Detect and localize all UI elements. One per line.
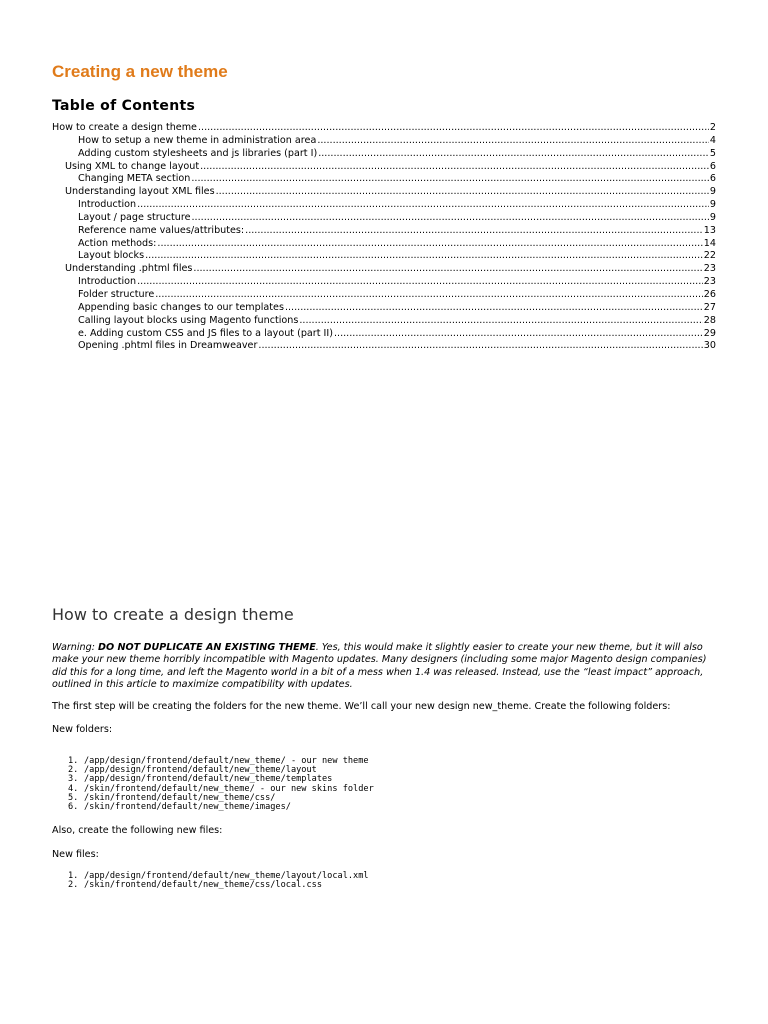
toc-entry-label[interactable]: Using XML to change layout (65, 160, 200, 172)
toc-entry[interactable] (52, 135, 716, 148)
toc-entry[interactable] (52, 340, 716, 353)
file-path: /app/design/frontend/default/new_theme/templates (84, 774, 333, 785)
new-folders-label: New folders: (52, 724, 113, 735)
toc-entry[interactable] (52, 148, 716, 161)
toc-dot-leader (137, 276, 703, 289)
toc-dot-leader (317, 135, 709, 148)
toc-entry-label[interactable]: Action methods: (78, 237, 157, 249)
toc-entry-label[interactable]: Introduction (78, 199, 137, 211)
code-list-item (52, 881, 716, 890)
toc-entry-label[interactable]: Opening .phtml files in Dreamweaver (78, 340, 258, 352)
toc-entry-page[interactable]: 13 (703, 224, 716, 236)
toc-dot-leader (334, 328, 703, 341)
code-list-item (52, 803, 716, 812)
toc-entry[interactable] (52, 186, 716, 199)
list-number: 1. (68, 756, 79, 766)
file-path: /app/design/frontend/default/new_theme/layout/local.xml (84, 871, 369, 881)
toc-dot-leader (200, 161, 709, 174)
toc-entry-label[interactable]: Layout / page structure (78, 211, 191, 223)
toc-entry-label[interactable]: Calling layout blocks using Magento functions (78, 314, 299, 326)
toc-dot-leader (155, 289, 703, 302)
toc-dot-leader (245, 225, 703, 238)
file-path: /app/design/frontend/default/new_theme/layout (84, 765, 317, 776)
intro-paragraph: The first step will be creating the folders for the new theme. We’ll call your new design new_theme. Create the following folders: (52, 701, 671, 712)
toc-dot-leader (258, 340, 702, 353)
toc-entry-page[interactable]: 29 (703, 327, 716, 339)
toc-dot-leader (137, 199, 709, 212)
toc-entry[interactable] (52, 161, 716, 174)
toc-entry-label[interactable]: Folder structure (78, 288, 155, 300)
list-number: 1. (68, 871, 79, 881)
toc-entry[interactable] (52, 238, 716, 251)
toc-entry[interactable] (52, 289, 716, 302)
toc-entry-page[interactable]: 4 (709, 134, 716, 146)
toc-dot-leader (198, 122, 709, 135)
list-number: 2. (68, 765, 79, 776)
document-title: Creating a new theme (52, 62, 228, 81)
toc-dot-leader (318, 148, 709, 161)
list-number: 6. (68, 802, 79, 813)
toc-entry[interactable] (52, 263, 716, 276)
section-heading: How to create a design theme (52, 605, 294, 624)
file-path: /skin/frontend/default/new_theme/css/local.css (84, 880, 322, 891)
toc-entry[interactable] (52, 302, 716, 315)
toc-entry-label[interactable]: e. Adding custom CSS and JS files to a layout (part II) (78, 327, 333, 339)
toc-entry-page[interactable]: 27 (703, 301, 716, 313)
toc-entry[interactable] (52, 122, 716, 135)
toc-entry-label[interactable]: Introduction (78, 276, 137, 288)
table-of-contents (52, 122, 716, 353)
toc-entry[interactable] (52, 212, 716, 225)
toc-entry[interactable] (52, 328, 716, 341)
toc-entry-page[interactable]: 22 (703, 250, 716, 262)
toc-entry[interactable] (52, 250, 716, 263)
warning-paragraph (52, 642, 716, 691)
file-path: /app/design/frontend/default/new_theme/ - our new theme (84, 756, 369, 766)
toc-entry[interactable] (52, 276, 716, 289)
toc-entry-page[interactable]: 14 (703, 237, 716, 249)
warning-prefix: Warning: (52, 642, 98, 653)
file-path: /skin/frontend/default/new_theme/ - our new skins folder (84, 783, 374, 794)
toc-dot-leader (216, 186, 709, 199)
toc-entry-page[interactable]: 6 (709, 160, 716, 172)
toc-entry-page[interactable]: 5 (709, 147, 716, 159)
toc-dot-leader (285, 302, 703, 315)
toc-entry-page[interactable]: 2 (709, 122, 716, 133)
folders-list (52, 757, 716, 812)
list-number: 5. (68, 792, 79, 803)
toc-entry-page[interactable]: 30 (703, 340, 716, 352)
toc-entry-page[interactable]: 6 (709, 173, 716, 185)
file-path: /skin/frontend/default/new_theme/css/ (84, 792, 276, 803)
toc-entry-label[interactable]: Appending basic changes to our templates (78, 301, 284, 313)
toc-dot-leader (157, 238, 702, 251)
toc-entry-page[interactable]: 9 (709, 186, 716, 198)
list-number: 3. (68, 774, 79, 785)
toc-entry-label[interactable]: How to setup a new theme in administration area (78, 134, 317, 146)
list-number: 4. (68, 783, 79, 794)
toc-entry-label[interactable]: Understanding .phtml files (65, 263, 193, 275)
toc-heading: Table of Contents (52, 98, 196, 114)
toc-entry[interactable] (52, 199, 716, 212)
toc-entry[interactable] (52, 173, 716, 186)
toc-entry-label[interactable]: Adding custom stylesheets and js libraries (part I) (78, 147, 318, 159)
toc-dot-leader (193, 263, 702, 276)
toc-entry-label[interactable]: Changing META section (78, 173, 191, 185)
new-files-label: New files: (52, 849, 99, 860)
toc-entry-page[interactable]: 28 (703, 314, 716, 326)
toc-entry-page[interactable]: 23 (703, 263, 716, 275)
toc-entry-label[interactable]: Layout blocks (78, 250, 145, 262)
toc-dot-leader (191, 173, 709, 186)
also-create-text: Also, create the following new files: (52, 825, 223, 836)
toc-dot-leader (145, 250, 703, 263)
list-number: 2. (68, 880, 79, 891)
toc-entry[interactable] (52, 315, 716, 328)
warning-emphasis: DO NOT DUPLICATE AN EXISTING THEME (97, 642, 316, 653)
toc-entry-label[interactable]: How to create a design theme (52, 122, 197, 133)
file-path: /skin/frontend/default/new_theme/images/ (84, 802, 291, 813)
toc-entry-page[interactable]: 23 (703, 276, 716, 288)
toc-entry-label[interactable]: Understanding layout XML files (65, 186, 215, 198)
toc-dot-leader (299, 315, 702, 328)
toc-entry-page[interactable]: 9 (709, 199, 716, 211)
toc-entry-page[interactable]: 9 (709, 211, 716, 223)
toc-entry-label[interactable]: Reference name values/attributes: (78, 224, 245, 236)
files-list (52, 872, 716, 890)
toc-dot-leader (192, 212, 709, 225)
toc-entry[interactable] (52, 225, 716, 238)
warning-text: . Yes, this would make it slightly easier to create your new theme, but it will also make your new theme horribly incompatible with Magento updates. Many designers (including some major Magento design companies) did this for a long time, and left the Magento world in a bit of a mess when 1.4 was released. Instead, use the “least impact” approach, outlined in this article to maximize compatibility with updates. (52, 642, 707, 690)
toc-entry-page[interactable]: 26 (703, 288, 716, 300)
